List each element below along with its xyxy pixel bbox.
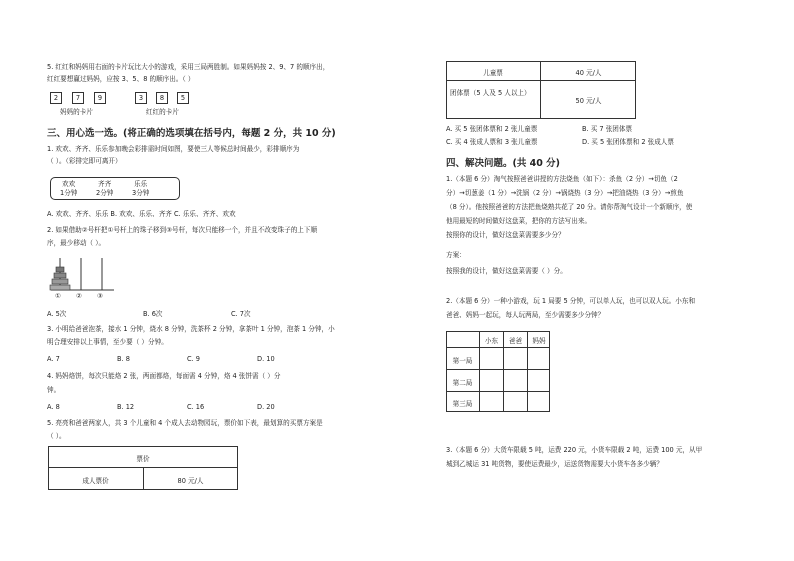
p1-line3: （8 分）。他按照爸爸的方法把鱼烧熟共花了 20 分。请你帮淘气设计一个新顺序，使 <box>446 203 693 211</box>
game-table-hline-1 <box>446 347 550 348</box>
mom-card-1: 2 <box>50 92 62 104</box>
col-header-mom: 妈妈 <box>532 337 546 345</box>
row-header-round-2: 第二局 <box>452 379 473 387</box>
game-table-hline-2 <box>446 369 550 370</box>
adult-ticket-price: 80 元/人 <box>177 477 204 485</box>
q1-person-2-name: 齐齐 <box>98 180 112 188</box>
q3-option-d: D. 10 <box>257 355 275 363</box>
hong-card-1: 3 <box>135 92 147 104</box>
mom-cards-label: 妈妈的卡片 <box>60 108 93 116</box>
q5-option-d: D. 买 5 张团体票和 2 张成人票 <box>582 138 674 146</box>
bead-large <box>52 279 68 284</box>
q1-person-3-name: 乐乐 <box>134 180 148 188</box>
mom-card-2: 7 <box>72 92 84 104</box>
q3-option-c: C. 9 <box>187 355 200 363</box>
mom-card-3: 9 <box>94 92 106 104</box>
game-table-hline-3 <box>446 391 550 392</box>
col-header-xiaodong: 小东 <box>484 337 499 345</box>
p1-line4: 他用最短的时间做好这盘菜，把你的方法写出来。 <box>446 217 592 225</box>
q1-text: 1. 欢欢、齐齐、乐乐参加晚会彩排需时间如图，要使三人等候总时间最少，彩排顺序为 <box>47 145 300 153</box>
p3-line1: 3.（本题 6 分）大货车限载 5 吨，运费 220 元，小货车限载 2 吨，运费 100 元，从甲 <box>446 446 703 454</box>
q1-person-2-time: 2分钟 <box>96 189 114 197</box>
p3-line2: 城到乙城运 31 吨货物，要使运费最少，运送货物需要大小货车各多少辆？ <box>446 460 663 468</box>
q2-option-a: A. 5次 <box>47 310 67 318</box>
q5-card-line2: 红红要想赢过妈妈，应按 3、5、8 的顺序出。（ ） <box>47 75 195 83</box>
q3-text: 3. 小明给爸爸泡茶，接水 1 分钟，烧水 8 分钟，洗茶杯 2 分钟，拿茶叶 1 分钟，泡茶 1 分钟，小 <box>47 325 335 333</box>
row-header-round-3: 第三局 <box>452 400 473 408</box>
q3-option-a: A. 7 <box>47 355 60 363</box>
q4-option-c: C. 16 <box>187 403 205 411</box>
q5-option-c: C. 买 4 张成人票和 3 张儿童票 <box>446 138 538 146</box>
group-ticket-label: 团体票（5 人及 5 人以上） <box>450 89 531 97</box>
p1-line6: 方案： <box>446 251 466 259</box>
section4-title: 四、解决问题。(共 40 分) <box>446 158 561 169</box>
ticket-table-header: 票价 <box>136 455 150 463</box>
q4-text2: 钟。 <box>47 386 61 394</box>
q1-person-1-name: 欢欢 <box>62 180 76 188</box>
q3-text2: 明合理安排以上事情，至少要（ ）分钟。 <box>47 338 168 346</box>
q5-text2: （ ）。 <box>47 432 66 440</box>
p1-line2: 分）→切葱姜（1 分）→洗锅（2 分）→锅烧热（3 分）→把油烧热（3 分）→煎鱼 <box>446 189 684 197</box>
p1-line5: 按照你的设计，做好这盘菜需要多少分？ <box>446 231 565 239</box>
adult-ticket-label: 成人票价 <box>82 477 109 485</box>
col-header-dad: 爸爸 <box>508 337 523 345</box>
q4-option-a: A. 8 <box>47 403 60 411</box>
q4-text: 4. 妈妈烙饼，每次只能烙 2 张，两面都烙，每面需 4 分钟，烙 4 张饼需（ ）分 <box>47 372 281 380</box>
p1-line1: 1.（本题 6 分）淘气按照爸爸讲授的方法烧鱼（如下）：杀鱼（2 分）→切鱼（2 <box>446 175 678 183</box>
q3-option-b: B. 8 <box>117 355 130 363</box>
bead-medium <box>54 273 66 278</box>
peg-label-2: ② <box>76 292 82 300</box>
ticket-table-row-divider <box>446 80 636 81</box>
row-header-round-1: 第一局 <box>452 357 473 365</box>
q2-text2: 序，最少移动（ ）。 <box>47 239 106 247</box>
q2-option-c: C. 7次 <box>231 310 251 318</box>
q5-option-a: A. 买 5 张团体票和 2 张儿童票 <box>446 125 538 133</box>
q1-person-3-time: 3分钟 <box>132 189 150 197</box>
q1-person-1-time: 1分钟 <box>60 189 78 197</box>
q5-card-line1: 5. 红红和妈妈用右面的卡片玩比大小的游戏，采用三局两胜制。如果妈妈按 2、9、7 的顺序出， <box>47 63 330 71</box>
group-ticket-price: 50 元/人 <box>575 97 602 105</box>
q2-text: 2. 如果借助②号杆把①号杆上的珠子移到③号杆，每次只能移一个，并且不改变珠子的上下顺 <box>47 226 318 234</box>
q5-text: 5. 亮亮和爸爸两家人，共 3 个儿童和 4 个成人去动物园玩，票价如下表，最划算的买票方案是 <box>47 419 323 427</box>
p1-line7: 按照我的设计，做好这盘菜需要（ ）分。 <box>446 267 567 275</box>
q1-options: A. 欢欢、齐齐、乐乐 B. 欢欢、乐乐、齐齐 C. 乐乐、齐齐、欢欢 <box>47 210 236 218</box>
q4-option-b: B. 12 <box>117 403 135 411</box>
q1-text2: （ ）。（彩排完即可离开） <box>47 157 122 165</box>
q2-option-b: B. 6次 <box>143 310 163 318</box>
hong-card-3: 5 <box>177 92 189 104</box>
q5-option-b: B. 买 7 张团体票 <box>582 125 633 133</box>
q4-option-d: D. 20 <box>257 403 275 411</box>
hong-cards-label: 红红的卡片 <box>146 108 179 116</box>
section3-title: 三、用心选一选。(将正确的选项填在括号内，每题 2 分，共 10 分) <box>47 128 336 139</box>
bead-small <box>56 267 64 272</box>
p2-line2: 爸爸、妈妈一起玩，每人玩两局，至少需要多少分钟？ <box>446 311 605 319</box>
child-ticket-label: 儿童票 <box>483 69 503 77</box>
peg-label-1: ① <box>55 292 61 300</box>
child-ticket-price: 40 元/人 <box>575 69 602 77</box>
peg-label-3: ③ <box>97 292 103 300</box>
bead-largest <box>50 285 70 290</box>
p2-line1: 2.（本题 6 分）一种小游戏，玩 1 局要 5 分钟，可以单人玩，也可以双人玩。小东和 <box>446 297 696 305</box>
hong-card-2: 8 <box>156 92 168 104</box>
